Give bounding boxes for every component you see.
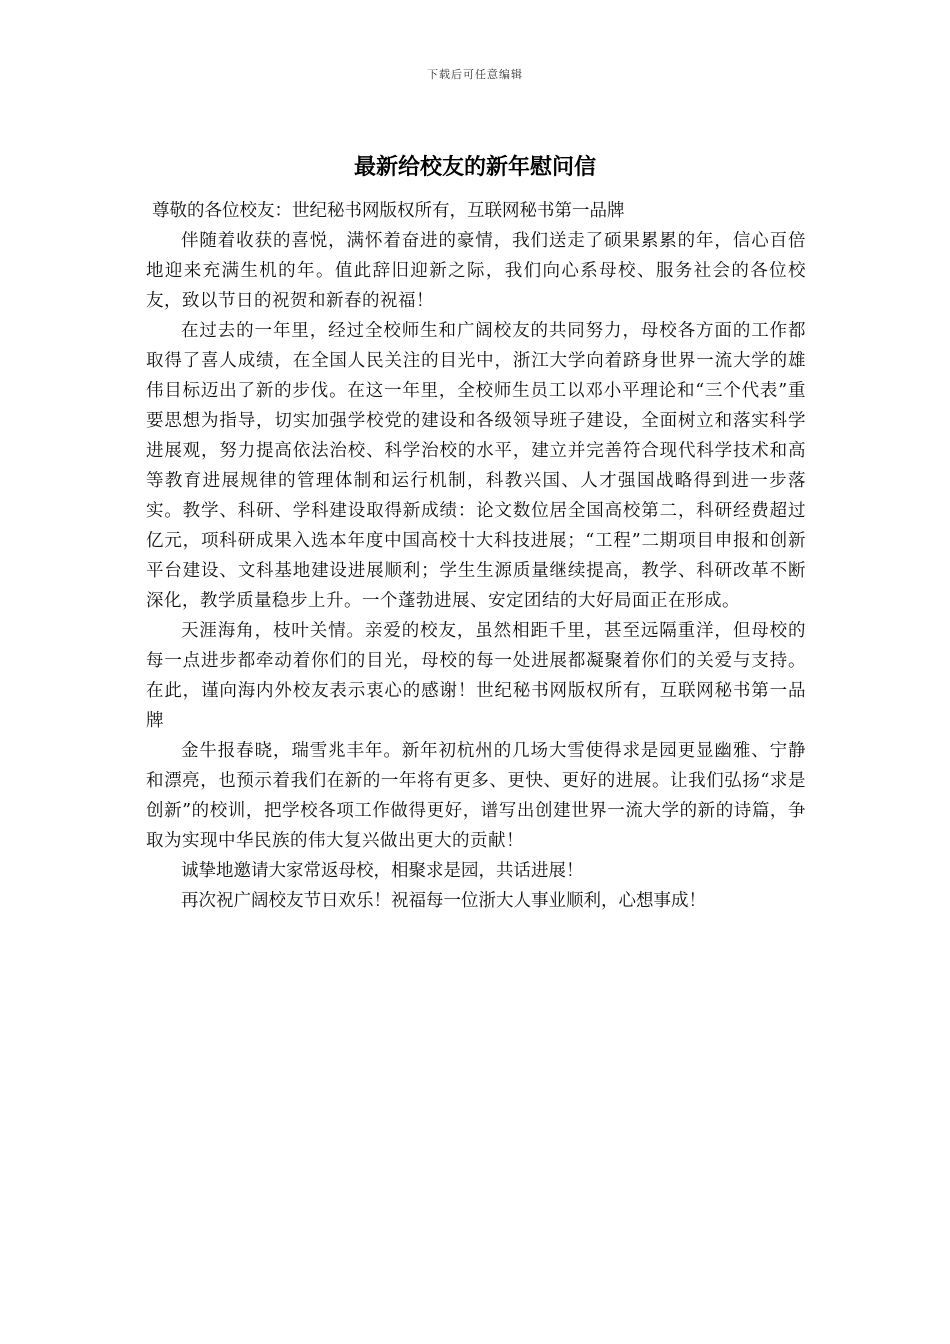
letter-body bbox=[146, 196, 806, 916]
paragraph-invitation: 诚挚地邀请大家常返母校，相聚求是园，共话进展！ bbox=[181, 861, 584, 881]
paragraph-thanks: 天涯海角，枝叶关情。亲爱的校友，虽然相距千里，甚至远隔重洋，但母校的每一点进步都牵动着你们的目光，母校的每一处进展都凝聚着你们的关爱与支持。在此，谨向海内外校友表示衷心的感谢！世纪秘书网版权所有，互联网秘书第一品牌 bbox=[146, 621, 806, 731]
paragraph-intro: 伴随着收获的喜悦，满怀着奋进的豪情，我们送走了硕果累累的年，信心百倍地迎来充满生机的年。值此辞旧迎新之际，我们向心系母校、服务社会的各位校友，致以节日的祝贺和新春的祝福！ bbox=[146, 231, 806, 311]
header-note: 下载后可任意编辑 bbox=[427, 68, 523, 81]
salutation: 尊敬的各位校友：世纪秘书网版权所有，互联网秘书第一品牌 bbox=[152, 201, 625, 221]
document-title: 最新给校友的新年慰问信 bbox=[353, 155, 596, 180]
paragraph-new-year: 金牛报春晓，瑞雪兆丰年。新年初杭州的几场大雪使得求是园更显幽雅、宁静和漂亮，也预示着我们在新的一年将有更多、更快、更好的进展。让我们弘扬“求是创新”的校训，把学校各项工作做得更好，谱写出创建世界一流大学的新的诗篇，争取为实现中华民族的伟大复兴做出更大的贡献！ bbox=[146, 741, 806, 851]
paragraph-closing: 再次祝广阔校友节日欢乐！祝福每一位浙大人事业顺利，心想事成！ bbox=[181, 891, 706, 911]
paragraph-achievements: 在过去的一年里，经过全校师生和广阔校友的共同努力，母校各方面的工作都取得了喜人成绩，在全国人民关注的目光中，浙江大学向着跻身世界一流大学的雄伟目标迈出了新的步伐。在这一年里，全校师生员工以邓小平理论和“三个代表”重要思想为指导，切实加强学校党的建设和各级领导班子建设，全面树立和落实科学进展观，努力提高依法治校、科学治校的水平，建立并完善符合现代科学技术和高等教育进展规律的管理体制和运行机制，科教兴国、人才强国战略得到进一步落实。教学、科研、学科建设取得新成绩：论文数位居全国高校第二，科研经费超过亿元，项科研成果入选本年度中国高校十大科技进展；“工程”二期项目申报和创新平台建设、文科基地建设进展顺利；学生生源质量继续提高，教学、科研改革不断深化，教学质量稳步上升。一个蓬勃进展、安定团结的大好局面正在形成。 bbox=[146, 321, 806, 611]
